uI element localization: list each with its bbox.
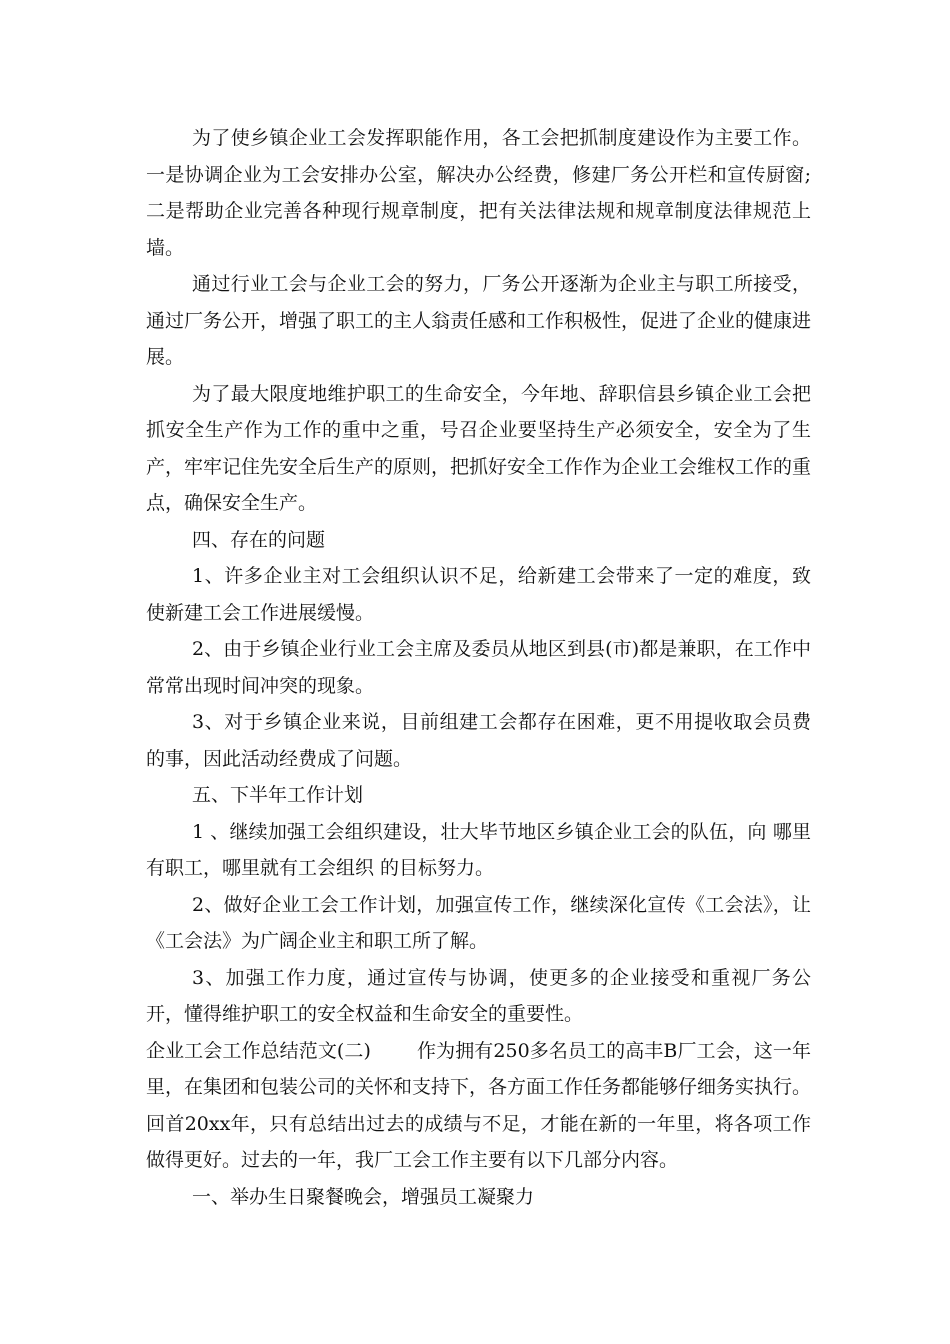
problem-item-1: 1、许多企业主对工会组织认识不足，给新建工会带来了一定的难度，致使新建工会工作进展缓慢。 [146,565,811,624]
sample-two-title: 企业工会工作总结范文(二) [146,1039,371,1062]
paragraph-sample-two [146,1033,811,1179]
plan-item-3: 3、加强工作力度，通过宣传与协调，使更多的企业接受和重视厂务公开，懂得维护职工的安全权益和生命安全的重要性。 [146,966,811,1025]
section-heading-plan: 五、下半年工作计划 [192,784,364,806]
paragraph-system-building: 为了使乡镇企业工会发挥职能作用，各工会把抓制度建设作为主要工作。一是协调企业为工会安排办公室，解决办公经费，修建厂务公开栏和宣传厨窗;二是帮助企业完善各种现行规章制度，把有关法律法规和规章制度法律规范上墙。 [146,127,811,259]
plan-item-1: 1 、继续加强工会组织建设，壮大毕节地区乡镇企业工会的队伍，向 哪里有职工，哪里就有工会组织 的目标努力。 [146,820,811,879]
paragraph-factory-affairs: 通过行业工会与企业工会的努力，厂务公开逐渐为企业主与职工所接受，通过厂务公开，增强了职工的主人翁责任感和工作积极性，促进了企业的健康进展。 [146,273,812,368]
problem-item-3: 3、对于乡镇企业来说，目前组建工会都存在困难，更不用提收取会员费的事，因此活动经费成了问题。 [146,711,811,770]
section-heading-birthday: 一、举办生日聚餐晚会，增强员工凝聚力 [192,1185,535,1208]
section-heading-problems: 四、存在的问题 [192,528,326,551]
sample-two-intro: 作为拥有250多名员工的高丰B厂工会，这一年里，在集团和包装公司的关怀和支持下，各方面工作任务都能够仔细务实执行。回首20xx年，只有总结出过去的成绩与不足，才能在新的一年里，将各项工作做得更好。过去的一年，我厂工会工作主要有以下几部分内容。 [146,1039,812,1171]
document-body [146,120,811,1215]
problem-item-2: 2、由于乡镇企业行业工会主席及委员从地区到县(市)都是兼职，在工作中常常出现时间冲突的现象。 [146,638,811,697]
plan-item-2: 2、做好企业工会工作计划，加强宣传工作，继续深化宣传《工会法》，让《工会法》为广阔企业主和职工所了解。 [146,893,811,952]
paragraph-safety: 为了最大限度地维护职工的生命安全，今年地、辞职信县乡镇企业工会把抓安全生产作为工作的重中之重，号召企业要坚持生产必须安全，安全为了生产，牢牢记住先安全后生产的原则，把抓好安全工作作为企业工会维权工作的重点，确保安全生产。 [146,382,812,514]
